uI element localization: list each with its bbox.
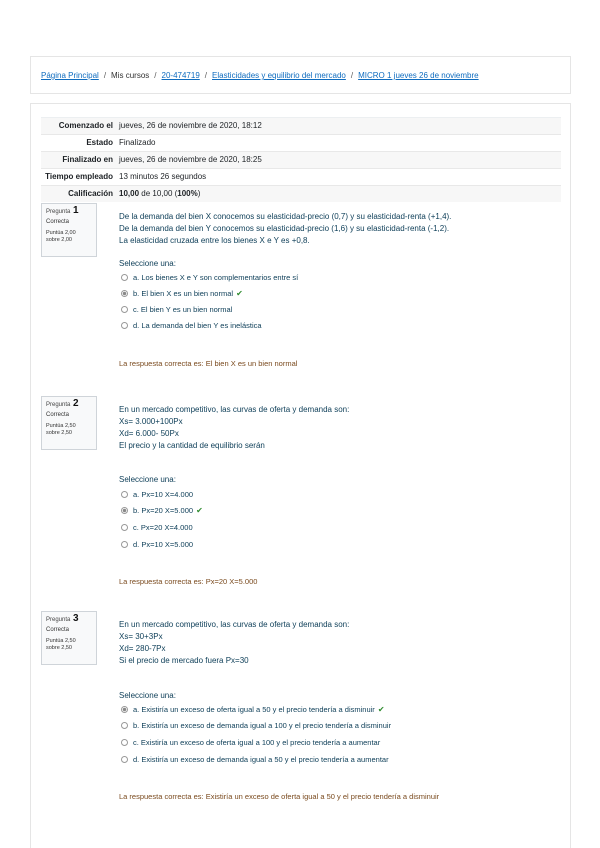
question-text-line: En un mercado competitivo, las curvas de oferta y demanda son: (119, 405, 350, 414)
question-info (41, 396, 97, 450)
radio-button[interactable] (121, 322, 128, 329)
answer-option-a[interactable] (121, 490, 193, 499)
breadcrumb-section-link[interactable]: Elasticidades y equilibrio del mercado (212, 71, 346, 80)
option-label: d. Px=10 X=5.000 (133, 540, 194, 549)
question-state: Correcta (46, 219, 70, 225)
question-info (41, 611, 97, 665)
answer-option-d[interactable] (121, 540, 193, 549)
question-text-line: La elasticidad cruzada entre los bienes X e Y es +0,8. (119, 236, 310, 245)
question-text-line: Xd= 6.000- 50Px (119, 429, 179, 438)
option-label: b. Px=20 X=5.000 (133, 506, 194, 515)
question-number: 2 (73, 398, 79, 409)
attempt-summary-table (41, 117, 561, 202)
quiz-review-card (30, 103, 571, 848)
answer-option-c[interactable] (121, 523, 193, 532)
option-label: a. Los bienes X e Y son complementarios entre sí (133, 273, 299, 282)
option-label: b. El bien X es un bien normal (133, 289, 234, 298)
right-answer-feedback: La respuesta correcta es: Existiría un exceso de oferta igual a 50 y el precio tendería a disminuir (119, 792, 440, 801)
answer-option-b[interactable] (121, 721, 391, 730)
breadcrumb-my-courses: Mis cursos (111, 71, 150, 80)
question-text-line: Xs= 3.000+100Px (119, 417, 183, 426)
select-prompt: Seleccione una: (119, 475, 176, 484)
option-label: c. Px=20 X=4.000 (133, 523, 193, 532)
breadcrumb-course-link[interactable]: 20-474719 (161, 71, 200, 80)
grade-line: Puntúa 2,50 (46, 638, 76, 644)
question-text-line: El precio y la cantidad de equilibrio serán (119, 441, 265, 450)
option-label: c. El bien Y es un bien normal (133, 305, 233, 314)
summary-label: Estado (41, 135, 119, 152)
question-text-line: Si el precio de mercado fuera Px=30 (119, 656, 249, 665)
question-text (119, 404, 559, 452)
summary-label: Calificación (41, 186, 119, 203)
option-label: d. Existiría un exceso de demanda igual a 50 y el precio tendería a aumentar (133, 755, 389, 764)
question-label: Pregunta (46, 402, 71, 408)
question-text (119, 619, 559, 667)
question-grade (46, 423, 92, 437)
right-answer-feedback: La respuesta correcta es: Px=20 X=5.000 (119, 577, 258, 586)
summary-row-started (41, 118, 561, 135)
grade-of: de 10,00 ( (139, 189, 178, 198)
breadcrumb-quiz-link[interactable]: MICRO 1 jueves 26 de noviembre (358, 71, 479, 80)
radio-button[interactable] (121, 722, 128, 729)
question-state: Correcta (46, 412, 70, 418)
summary-row-state (41, 135, 561, 152)
grade-line: Puntúa 2,00 (46, 230, 76, 236)
grade-line: sobre 2,50 (46, 645, 72, 651)
question-text (119, 211, 559, 247)
grade-close: ) (197, 189, 201, 198)
answer-option-c[interactable] (121, 305, 232, 314)
answer-option-d[interactable] (121, 755, 389, 764)
question-grade (46, 230, 92, 244)
radio-button-selected[interactable] (121, 290, 128, 297)
summary-value (119, 186, 561, 203)
breadcrumb-home-link[interactable]: Página Principal (41, 71, 99, 80)
select-prompt: Seleccione una: (119, 691, 176, 700)
radio-button[interactable] (121, 306, 128, 313)
question-number: 3 (73, 613, 79, 624)
question-number: 1 (73, 205, 79, 216)
answer-option-d[interactable] (121, 321, 262, 330)
option-label: a. Px=10 X=4.000 (133, 490, 194, 499)
breadcrumb (41, 71, 479, 80)
grade-percent: 100% (177, 189, 198, 198)
option-label: a. Existiría un exceso de oferta igual a 50 y el precio tendería a disminuir (133, 705, 375, 714)
breadcrumb-separator: / (204, 71, 208, 80)
grade-line: sobre 2,00 (46, 237, 72, 243)
grade-line: sobre 2,50 (46, 430, 72, 436)
breadcrumb-separator: / (154, 71, 157, 80)
select-prompt: Seleccione una: (119, 259, 176, 268)
summary-value: Finalizado (119, 135, 561, 152)
option-label: b. Existiría un exceso de demanda igual a 100 y el precio tendería a disminuir (133, 721, 392, 730)
question-grade (46, 638, 92, 652)
answer-option-a[interactable] (121, 273, 298, 282)
radio-button[interactable] (121, 524, 128, 531)
breadcrumb-separator: / (350, 71, 354, 80)
summary-label: Comenzado el (41, 118, 119, 135)
correct-check-icon: ✔ (196, 506, 203, 515)
summary-value: 13 minutos 26 segundos (119, 169, 561, 186)
question-state: Correcta (46, 627, 70, 633)
summary-row-finished (41, 152, 561, 169)
question-info (41, 203, 97, 257)
summary-label: Finalizado en (41, 152, 119, 169)
summary-value: jueves, 26 de noviembre de 2020, 18:25 (119, 152, 561, 169)
radio-button-selected[interactable] (121, 507, 128, 514)
breadcrumb-card (30, 56, 571, 94)
right-answer-feedback: La respuesta correcta es: El bien X es un bien normal (119, 359, 298, 368)
summary-value: jueves, 26 de noviembre de 2020, 18:12 (119, 118, 561, 135)
breadcrumb-separator: / (103, 71, 107, 80)
answer-option-c[interactable] (121, 738, 380, 747)
question-text-line: De la demanda del bien Y conocemos su elasticidad-precio (1,6) y su elasticidad-renta (-1,2). (119, 224, 450, 233)
radio-button[interactable] (121, 491, 128, 498)
grade-line: Puntúa 2,50 (46, 423, 76, 429)
question-text-line: Xs= 30+3Px (119, 632, 163, 641)
radio-button[interactable] (121, 541, 128, 548)
summary-row-grade (41, 186, 561, 203)
radio-button[interactable] (121, 739, 128, 746)
summary-row-time (41, 169, 561, 186)
radio-button[interactable] (121, 756, 128, 763)
question-text-line: Xd= 280-7Px (119, 644, 166, 653)
option-label: d. La demanda del bien Y es inelástica (133, 321, 262, 330)
answer-option-b[interactable] (121, 506, 203, 515)
question-label: Pregunta (46, 617, 71, 623)
summary-label: Tiempo empleado (41, 169, 119, 186)
radio-button-selected[interactable] (121, 706, 128, 713)
grade-score: 10,00 (119, 189, 140, 198)
question-label: Pregunta (46, 209, 71, 215)
correct-check-icon: ✔ (377, 705, 385, 714)
question-text-line: En un mercado competitivo, las curvas de oferta y demanda son: (119, 620, 350, 629)
answer-option-a[interactable] (121, 705, 385, 714)
question-text-line: De la demanda del bien X conocemos su elasticidad-precio (0,7) y su elasticidad-renta (+1,4). (119, 212, 452, 221)
correct-check-icon: ✔ (236, 289, 243, 298)
answer-option-b[interactable] (121, 289, 243, 298)
radio-button[interactable] (121, 274, 128, 281)
option-label: c. Existiría un exceso de oferta igual a 100 y el precio tendería a aumentar (133, 738, 381, 747)
